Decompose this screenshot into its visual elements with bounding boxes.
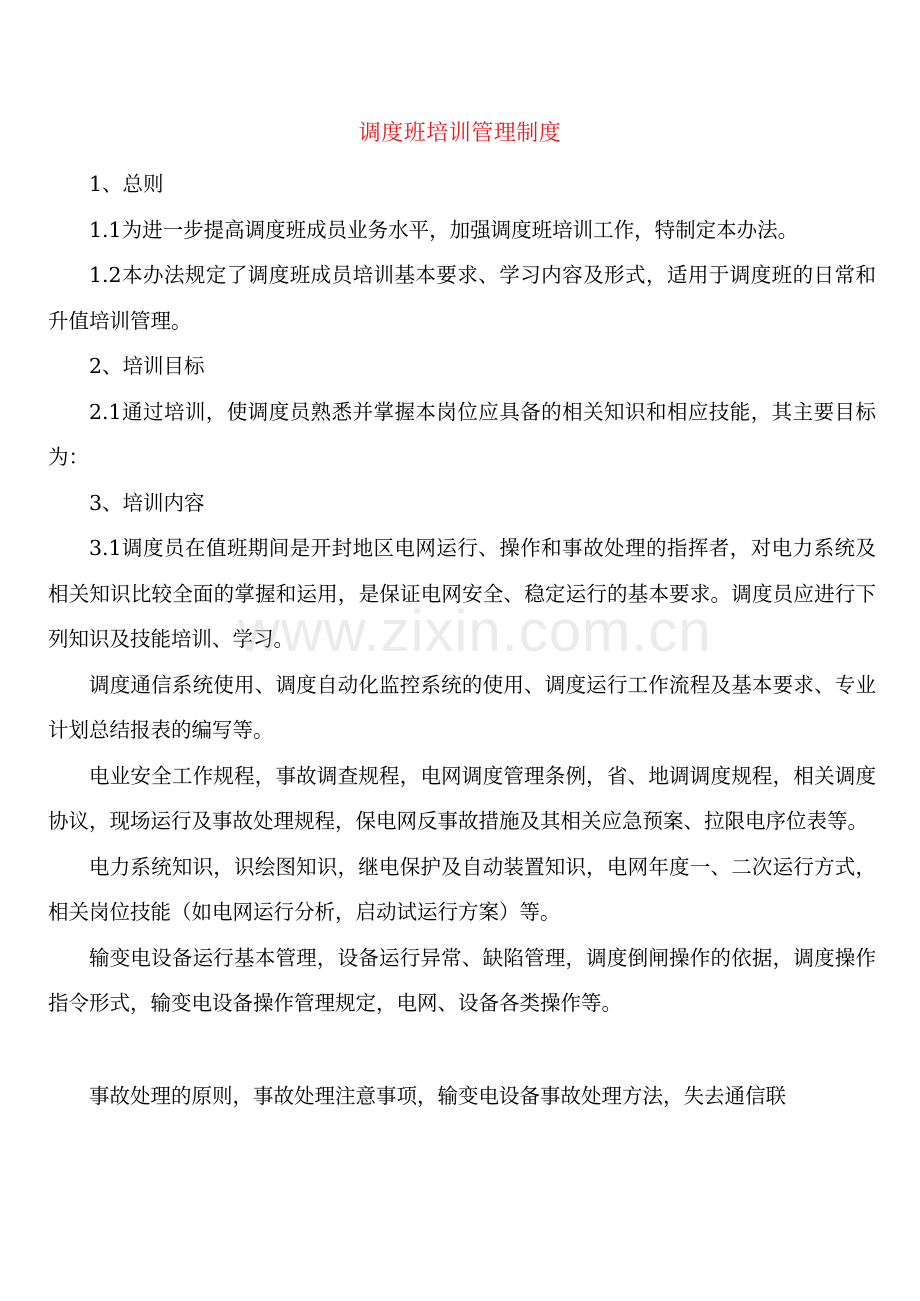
paragraph-3-1: 3.1调度员在值班期间是开封地区电网运行、操作和事故处理的指挥者，对电力系统及相关知识比较全面的掌握和运用，是保证电网安全、稳定运行的基本要求。调度员应进行下列知识及技能培训、学习。 bbox=[48, 536, 876, 651]
paragraph-accident-handling: 事故处理的原则，事故处理注意事项，输变电设备事故处理方法，失去通信联 bbox=[89, 1084, 786, 1108]
paragraph-equipment-management: 输变电设备运行基本管理，设备运行异常、缺陷管理，调度倒闸操作的依据，调度操作指令形式，输变电设备操作管理规定，电网、设备各类操作等。 bbox=[48, 945, 876, 1015]
paragraph-1-2: 1.2本办法规定了调度班成员培训基本要求、学习内容及形式，适用于调度班的日常和升值培训管理。 bbox=[48, 263, 876, 333]
paragraph-communication-systems: 调度通信系统使用、调度自动化监控系统的使用、调度运行工作流程及基本要求、专业计划总结报表的编写等。 bbox=[48, 672, 876, 742]
paragraph-power-system-knowledge: 电力系统知识，识绘图知识，继电保护及自动装置知识，电网年度一、二次运行方式，相关岗位技能（如电网运行分析，启动试运行方案）等。 bbox=[48, 854, 876, 924]
section-heading-general: 1、总则 bbox=[89, 172, 164, 196]
paragraph-1-1: 1.1为进一步提高调度班成员业务水平，加强调度班培训工作，特制定本办法。 bbox=[89, 217, 799, 242]
paragraph-safety-regulations: 电业安全工作规程，事故调查规程，电网调度管理条例，省、地调调度规程，相关调度协议，现场运行及事故处理规程，保电网反事故措施及其相关应急预案、拉限电序位表等。 bbox=[48, 763, 876, 833]
watermark: www.zixin.com.cn bbox=[238, 599, 712, 664]
section-heading-content: 3、培训内容 bbox=[89, 490, 205, 515]
section-heading-goals: 2、培训目标 bbox=[89, 354, 205, 378]
document-body bbox=[48, 162, 876, 1027]
paragraph-2-1: 2.1通过培训，使调度员熟悉并掌握本岗位应具备的相关知识和相应技能，其主要目标为： bbox=[48, 399, 876, 469]
document-title: 调度班培训管理制度 bbox=[358, 121, 562, 146]
